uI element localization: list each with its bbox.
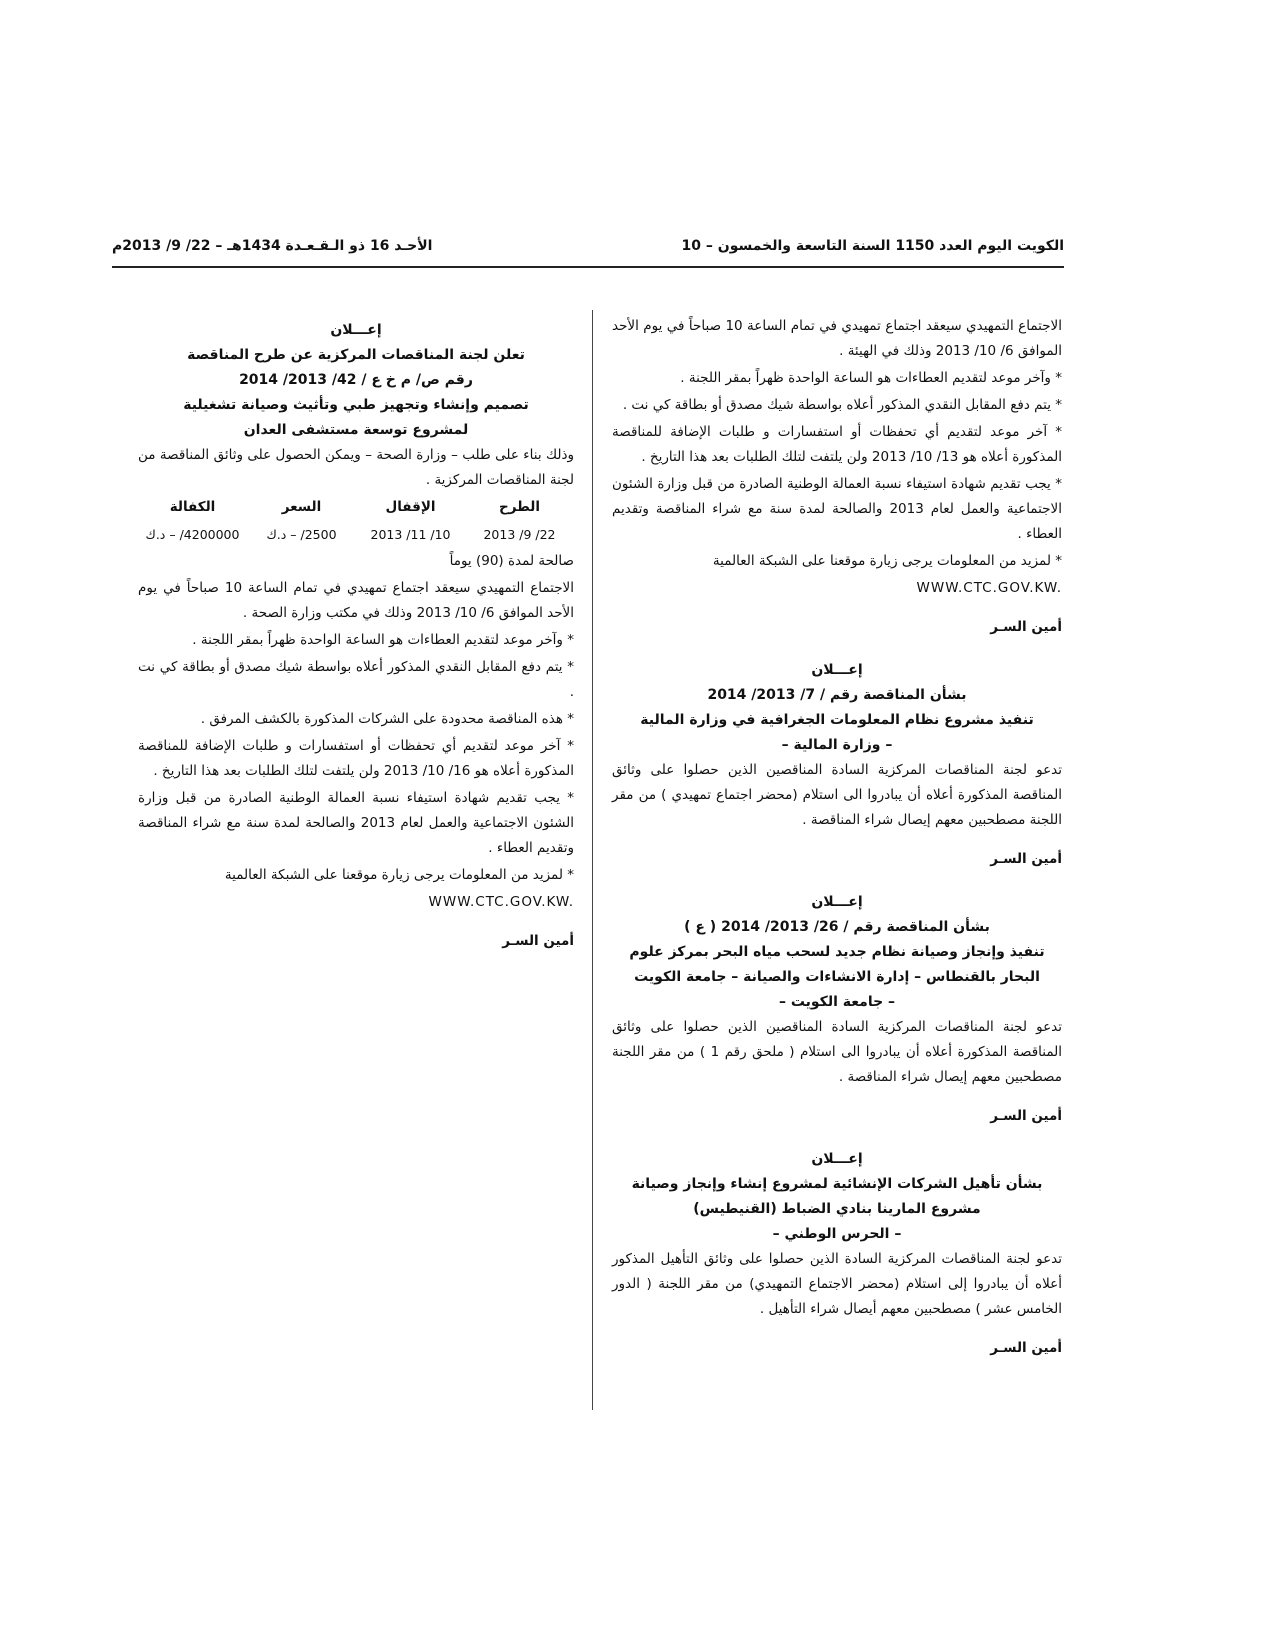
signature: أمين السـر <box>990 1340 1062 1356</box>
signature: أمين السـر <box>990 851 1062 867</box>
announcement-heading: إعـــلان <box>330 322 382 338</box>
tender-table-row <box>138 522 574 547</box>
announcement-heading: إعـــلان <box>811 1151 863 1167</box>
announcement-intro-line: تعلن لجنة المناقصات المركزية عن طرح المناقصة <box>187 347 525 363</box>
website-url: WWW.CTC.GOV.KW. <box>916 580 1062 596</box>
paragraph: الاجتماع التمهيدي سيعقد اجتماع تمهيدي في تمام الساعة 10 صباحاً في يوم الأحد الموافق 6/ 10/ 2013 وذلك في مكتب وزارة الصحة . <box>138 580 575 621</box>
tender-project: لمشروع توسعة مستشفى العدان <box>243 422 469 438</box>
announcement-heading: إعـــلان <box>811 662 863 678</box>
announcement-body: تدعو لجنة المناقصات المركزية السادة الذين حصلوا على وثائق التأهيل المذكور أعلاه أن يبادروا إلى استلام (محضر الاجتماع التمهيدي) من مقر اللجنة ( الدور الخامس عشر ) مصطحبين معهم أيصال شراء التأهيل . <box>612 1251 1062 1317</box>
paragraph: * هذه المناقصة محدودة على الشركات المذكورة بالكشف المرفق . <box>200 711 574 727</box>
signature: أمين السـر <box>990 619 1062 635</box>
paragraph: * يتم دفع المقابل النقدي المذكور أعلاه بواسطة شيك مصدق أو بطاقة كي نت . <box>138 659 574 700</box>
paragraph: الاجتماع التمهيدي سيعقد اجتماع تمهيدي في تمام الساعة 10 صباحاً في يوم الأحد الموافق 6/ 10/ 2013 وذلك في الهيئة . <box>612 318 1063 359</box>
tender-number: رقم ص/ م خ ع / 42/ 2013/ 2014 <box>239 372 473 388</box>
announcement-body: تدعو لجنة المناقصات المركزية السادة المناقصين الذين حصلوا على وثائق المناقصة المذكورة أعلاه أن يبادروا الى استلام (محضر اجتماع تمهيدي ) من مقر اللجنة مصطحبين معهم إيصال شراء المناقصة . <box>612 762 1062 828</box>
paragraph: * يتم دفع المقابل النقدي المذكور أعلاه بواسطة شيك مصدق أو بطاقة كي نت . <box>622 397 1062 413</box>
table-header-cell: الطرح <box>499 499 540 515</box>
announcement-body: وذلك بناء على طلب – وزارة الصحة – ويمكن الحصول على وثائق المناقصة من لجنة المناقصات المركزية . <box>138 447 574 488</box>
page-header <box>112 232 1064 260</box>
table-header-cell: السعر <box>281 499 322 515</box>
left-column <box>138 314 574 972</box>
paragraph: * وآخر موعد لتقديم العطاءات هو الساعة الواحدة ظهراً بمقر اللجنة . <box>192 632 574 648</box>
column-divider <box>592 310 593 1410</box>
announcement-title: بشأن المناقصة رقم / 7/ 2013/ 2014 <box>707 687 967 703</box>
paragraph: * لمزيد من المعلومات يرجى زيارة موقعنا على الشبكة العالمية <box>224 867 574 883</box>
announcement-title: بشأن المناقصة رقم / 26/ 2013/ 2014 ( ع ) <box>684 919 990 935</box>
signature: أمين السـر <box>990 1108 1062 1124</box>
signature: أمين السـر <box>502 933 574 949</box>
announcement-entity: – وزارة المالية – <box>781 737 893 753</box>
tender-table-header <box>138 495 574 520</box>
paragraph: * آخر موعد لتقديم أي تحفظات أو استفسارات و طلبات الإضافة للمناقصة المذكورة أعلاه هو 13/ 10/ 2013 ولن يلتفت لتلك الطلبات بعد هذا التاريخ . <box>612 424 1062 465</box>
header-date: الأحـد 16 ذو الـقـعـدة 1434هـ – 22/ 9/ 2013م <box>112 238 433 254</box>
table-header-cell: الكفالة <box>169 499 216 515</box>
header-divider <box>112 266 1064 268</box>
announcement-entity: – جامعة الكويت – <box>778 994 896 1010</box>
announcement-body: تدعو لجنة المناقصات المركزية السادة المناقصين الذين حصلوا على وثائق المناقصة المذكورة أعلاه أن يبادروا الى استلام ( ملحق رقم 1 ) من مقر اللجنة مصطحبين معهم إيصال شراء المناقصة . <box>612 1019 1063 1085</box>
paragraph: * يجب تقديم شهادة استيفاء نسبة العمالة الوطنية الصادرة من قبل وزارة الشئون الاجتماعية والعمل لعام 2013 والصالحة لمدة سنة مع شراء المناقصة وتقديم العطاء . <box>138 790 574 856</box>
paragraph: * يجب تقديم شهادة استيفاء نسبة العمالة الوطنية الصادرة من قبل وزارة الشئون الاجتماعية والعمل لعام 2013 والصالحة لمدة سنة مع شراء المناقصة وتقديم العطاء . <box>612 476 1062 542</box>
tender-subject: تصميم وإنشاء وتجهيز طبي وتأثيث وصيانة تشغيلية <box>183 397 529 413</box>
table-cell: 4200000/ – د.ك <box>145 527 240 542</box>
right-column <box>612 314 1062 1379</box>
table-cell: 2500/ – د.ك <box>266 527 337 542</box>
announcement-entity: – الحرس الوطني – <box>772 1226 902 1242</box>
validity-note: صالحة لمدة (90) يوماً <box>449 553 574 569</box>
table-cell: 22/ 9/ 2013 <box>483 527 556 542</box>
table-cell: 10/ 11/ 2013 <box>370 527 451 542</box>
header-issue-info: الكويت اليوم العدد 1150 السنة التاسعة والخمسون – 10 <box>681 238 1064 254</box>
paragraph: * لمزيد من المعلومات يرجى زيارة موقعنا على الشبكة العالمية <box>712 553 1062 569</box>
paragraph: * آخر موعد لتقديم أي تحفظات أو استفسارات و طلبات الإضافة للمناقصة المذكورة أعلاه هو 16/ 10/ 2013 ولن يلتفت لتلك الطلبات بعد هذا التاريخ . <box>138 738 574 779</box>
announcement-subject: تنفيذ وإنجاز وصيانة نظام جديد لسحب مياه البحر بمركز علوم البحار بالقنطاس – إدارة الانشاءات والصيانة – جامعة الكويت <box>629 944 1045 985</box>
announcement-title: بشأن تأهيل الشركات الإنشائية لمشروع إنشاء وإنجاز وصيانة مشروع المارينا بنادي الضباط (القنيطيس) <box>631 1176 1043 1217</box>
announcement-heading: إعـــلان <box>811 894 863 910</box>
announcement-subject: تنفيذ مشروع نظام المعلومات الجغرافية في وزارة المالية <box>640 712 1034 728</box>
paragraph: * وآخر موعد لتقديم العطاءات هو الساعة الواحدة ظهراً بمقر اللجنة . <box>680 370 1062 386</box>
website-url: WWW.CTC.GOV.KW. <box>428 894 574 910</box>
table-header-cell: الإقفال <box>385 499 436 515</box>
